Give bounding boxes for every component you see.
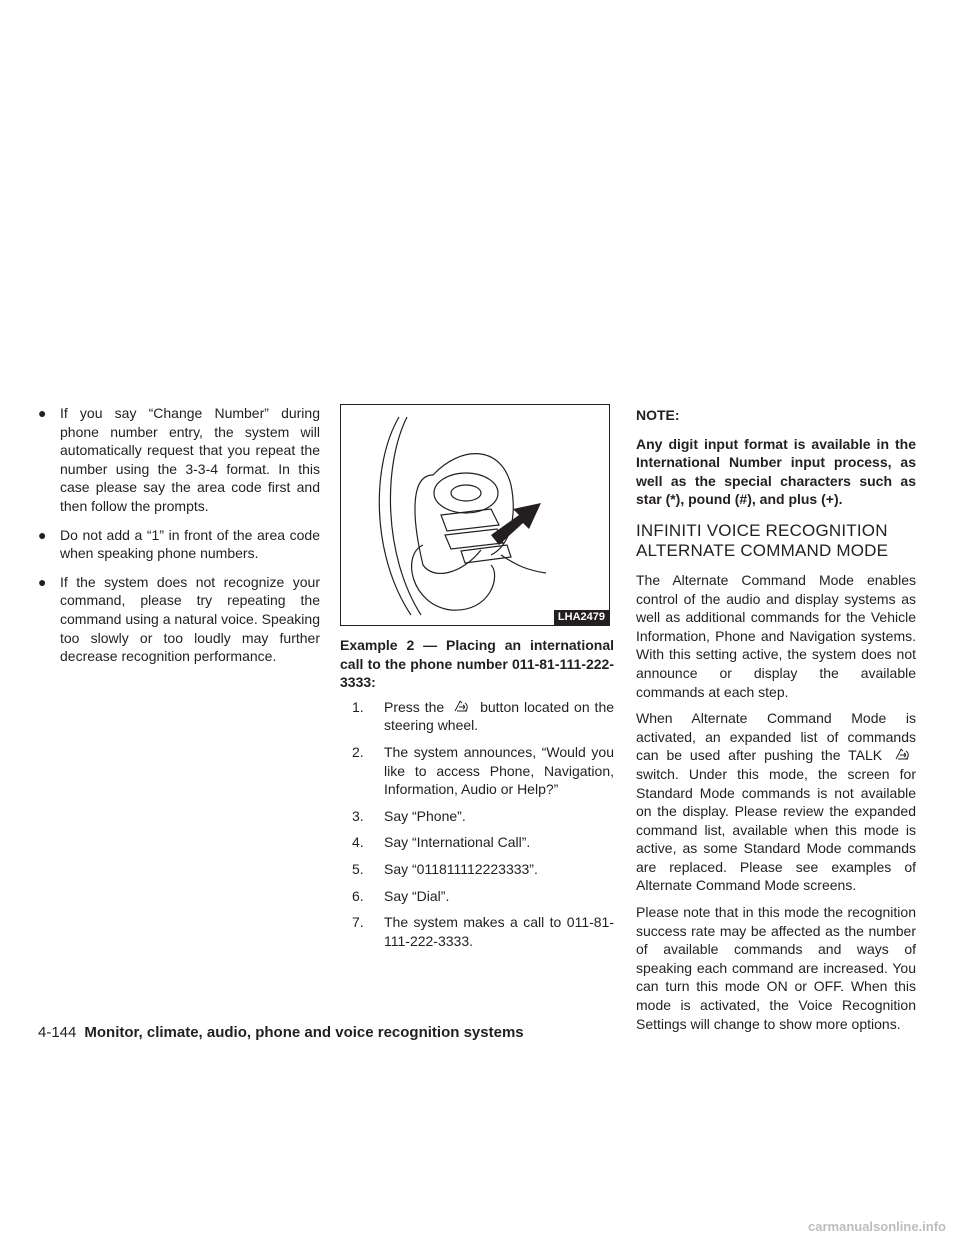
steering-wheel-switch-illustration — [341, 405, 609, 625]
step-text: The system makes a call to 011-81-111-222-3333. — [384, 914, 614, 949]
steering-wheel-figure — [340, 404, 610, 626]
list-item — [352, 698, 614, 735]
step-number: 4. — [352, 834, 364, 851]
bullet-dot-icon: ● — [38, 573, 47, 590]
right-column — [636, 404, 916, 1041]
page-footer — [38, 1024, 524, 1041]
step-text: Say “011811112223333”. — [384, 860, 538, 877]
watermark: carmanualsonline.info — [808, 1219, 946, 1234]
bullet-item — [38, 573, 320, 666]
section-title-line1: INFINITI VOICE RECOGNITION — [636, 520, 888, 540]
step-text: The system announces, “Would you like to access Phone, Navigation, Information, Audio or Help?” — [384, 743, 614, 798]
list-item — [352, 743, 614, 799]
bullet-text: If you say “Change Number” during phone number entry, the system will automatically request that you repeat the number using the 3-3-4 format. In this case please say the area code first and then follow the prompts. — [60, 405, 320, 514]
step-number: 1. — [352, 698, 364, 715]
example-heading: Example 2 — Placing an international call to the phone number 011-81-111-222-3333: — [340, 637, 614, 691]
step-text-after: button located on the steering wheel. — [384, 698, 615, 734]
paragraph — [636, 709, 916, 895]
left-column — [38, 404, 320, 676]
step-number: 7. — [352, 914, 364, 931]
bullet-text: Do not add a “1” in front of the area code when speaking phone numbers. — [60, 526, 320, 562]
note-body: Any digit input format is available in the International Number input process, as well as the special characters such as star (*), pound (#), and plus (+). — [636, 435, 916, 508]
note-heading: NOTE: — [636, 407, 680, 423]
talk-voice-icon — [453, 699, 471, 713]
paragraph: Please note that in this mode the recognition success rate may be affected as the number of available commands and ways of speaking each command are increased. You can turn this mode ON or OFF. When this mode is activated, the Voice Recognition Settings will change to show more options. — [636, 904, 916, 1032]
list-item — [352, 887, 614, 906]
section-title — [636, 521, 916, 561]
step-number: 3. — [352, 807, 364, 824]
page-number: 4-144 — [38, 1024, 77, 1041]
paragraph-text-before: When Alternate Command Mode is activated, an expanded list of commands can be used after pushing the TALK — [636, 710, 916, 764]
footer-title: Monitor, climate, audio, phone and voice recognition systems — [84, 1024, 524, 1041]
middle-column — [340, 404, 614, 958]
figure-label: LHA2479 — [554, 610, 609, 625]
paragraph: The Alternate Command Mode enables control of the audio and display systems as well as additional commands for the Vehicle Information, Phone and Navigation systems. With this setting active, the system does not announce or display the available commands at each step. — [636, 571, 916, 700]
talk-voice-icon — [894, 747, 912, 761]
step-text: Say “Phone”. — [384, 807, 466, 824]
step-text: Say “Dial”. — [384, 887, 450, 904]
bullet-item — [38, 404, 320, 516]
steps-list — [340, 698, 614, 951]
step-number: 2. — [352, 743, 364, 760]
list-item — [352, 913, 614, 950]
step-text-before: Press the — [384, 698, 445, 715]
step-number: 6. — [352, 887, 364, 904]
bullet-text: If the system does not recognize your command, please try repeating the command using a natural voice. Speaking too slowly or too loudly may further decrease recognition performance. — [60, 573, 320, 665]
section-title-line2: ALTERNATE COMMAND MODE — [636, 540, 889, 560]
list-item — [352, 807, 614, 826]
bullet-dot-icon: ● — [38, 405, 47, 421]
step-number: 5. — [352, 860, 364, 877]
paragraph-text-after: switch. Under this mode, the screen for Standard Mode commands is not available on the display. Please review the expanded command list, available when this mode is active, as some Standard Mode commands are replaced. Please see examples of Alternate Command Mode screens. — [636, 765, 916, 894]
bullet-item — [38, 526, 320, 563]
list-item — [352, 833, 614, 852]
list-item — [352, 860, 614, 879]
step-text: Say “International Call”. — [384, 834, 531, 851]
bullet-dot-icon: ● — [38, 526, 47, 543]
